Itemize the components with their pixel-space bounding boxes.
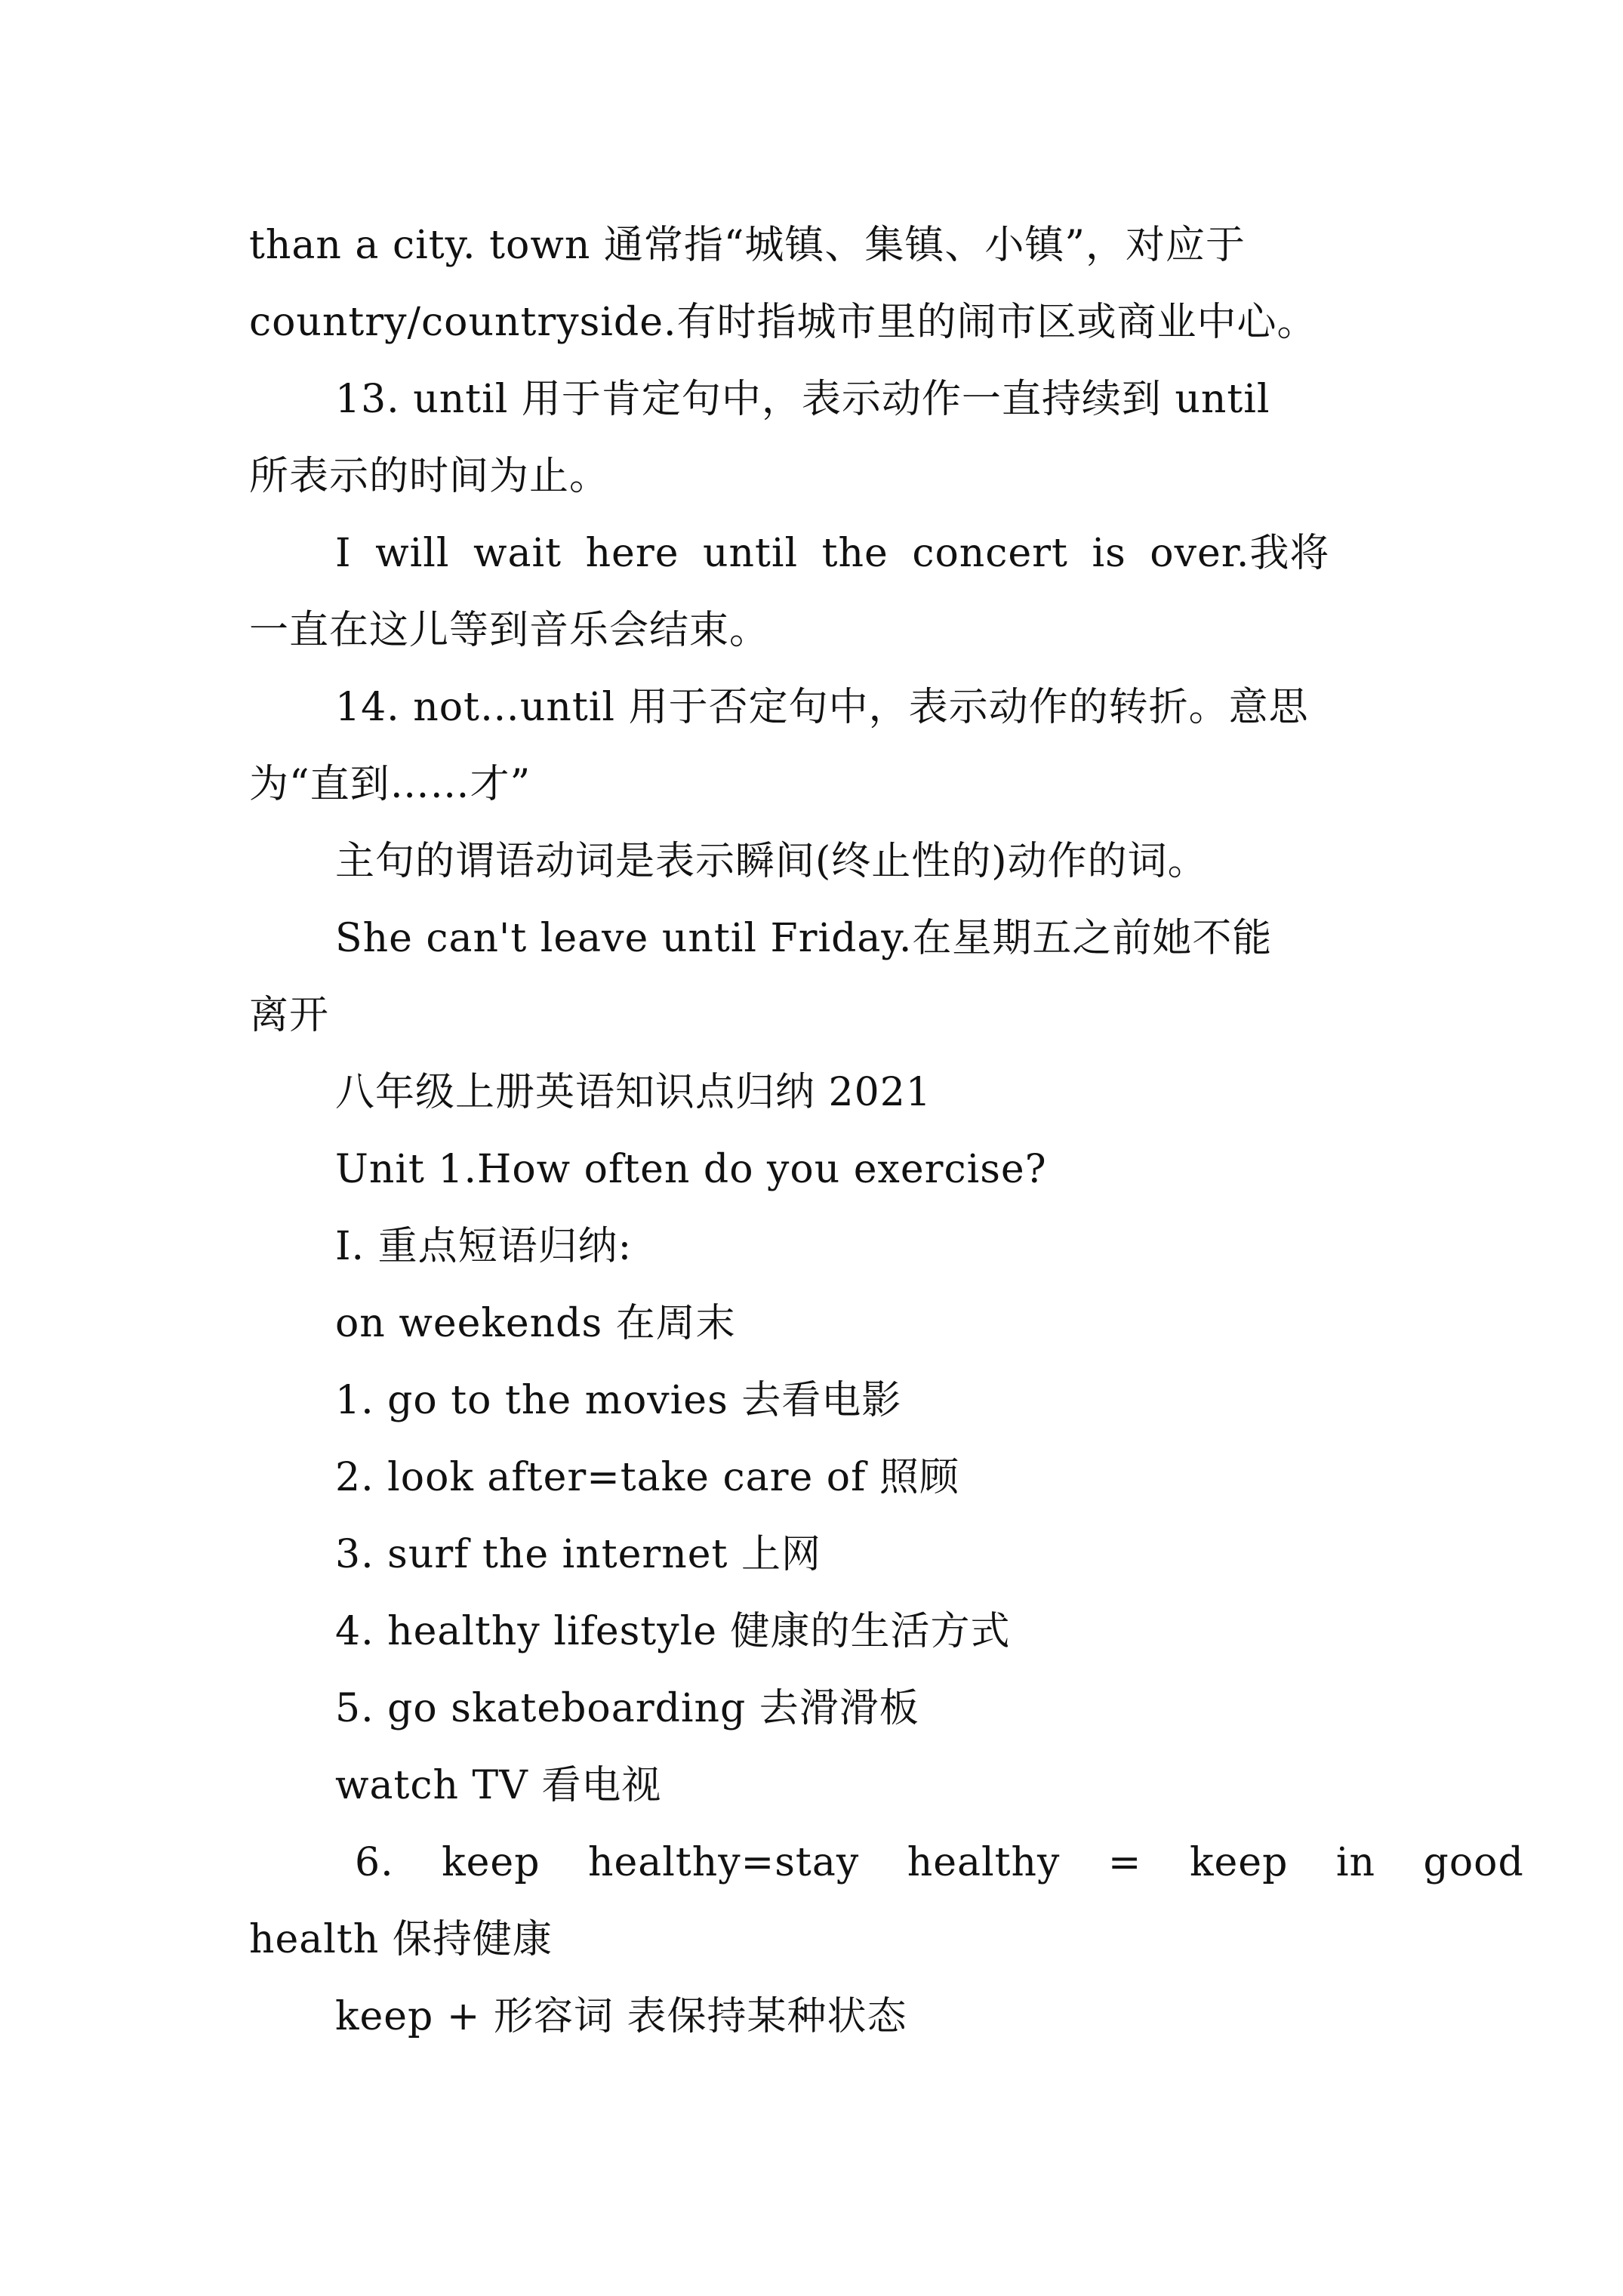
phrase-item: 4. healthy lifestyle 健康的生活方式 <box>335 1609 1011 1654</box>
text-line: 所表示的时间为止。 <box>249 454 610 499</box>
text-line: 离开 <box>249 993 330 1038</box>
numbered-item-14: 14. not…until 用于否定句中，表示动作的转折。意思 <box>335 685 1309 730</box>
example-sentence: She can't leave until Friday.在星期五之前她不能 <box>335 916 1273 961</box>
phrase-item: 3. surf the internet 上网 <box>335 1532 821 1577</box>
phrase-item: keep + 形容词 表保持某种状态 <box>335 1994 907 2039</box>
numbered-item-13: 13. until 用于肯定句中，表示动作一直持续到 until <box>335 377 1270 422</box>
section-heading: I. 重点短语归纳: <box>335 1224 633 1269</box>
text-line: 为“直到……才” <box>249 762 531 807</box>
text-line: health 保持健康 <box>249 1917 553 1962</box>
phrase-item: 1. go to the movies 去看电影 <box>335 1378 902 1423</box>
example-sentence: I will wait here until the concert is over.我将 <box>335 531 1330 576</box>
text-line: than a city. town 通常指“城镇、集镇、小镇”，对应于 <box>249 223 1246 268</box>
section-title: 八年级上册英语知识点归纳 2021 <box>335 1070 932 1115</box>
phrase-item: on weekends 在周末 <box>335 1301 736 1346</box>
text-line: 主句的谓语动词是表示瞬间(终止性的)动作的词。 <box>335 839 1208 884</box>
phrase-item: watch TV 看电视 <box>335 1763 662 1808</box>
phrase-item: 2. look after=take care of 照顾 <box>335 1455 959 1500</box>
text-line: 一直在这儿等到音乐会结束。 <box>249 608 770 653</box>
text-line: country/countryside.有时指城市里的闹市区或商业中心。 <box>249 300 1317 345</box>
unit-title: Unit 1.How often do you exercise? <box>335 1147 1047 1192</box>
phrase-item: 6. keep healthy=stay healthy = keep in good <box>355 1840 1524 1885</box>
phrase-item: 5. go skateboarding 去滑滑板 <box>335 1686 919 1731</box>
